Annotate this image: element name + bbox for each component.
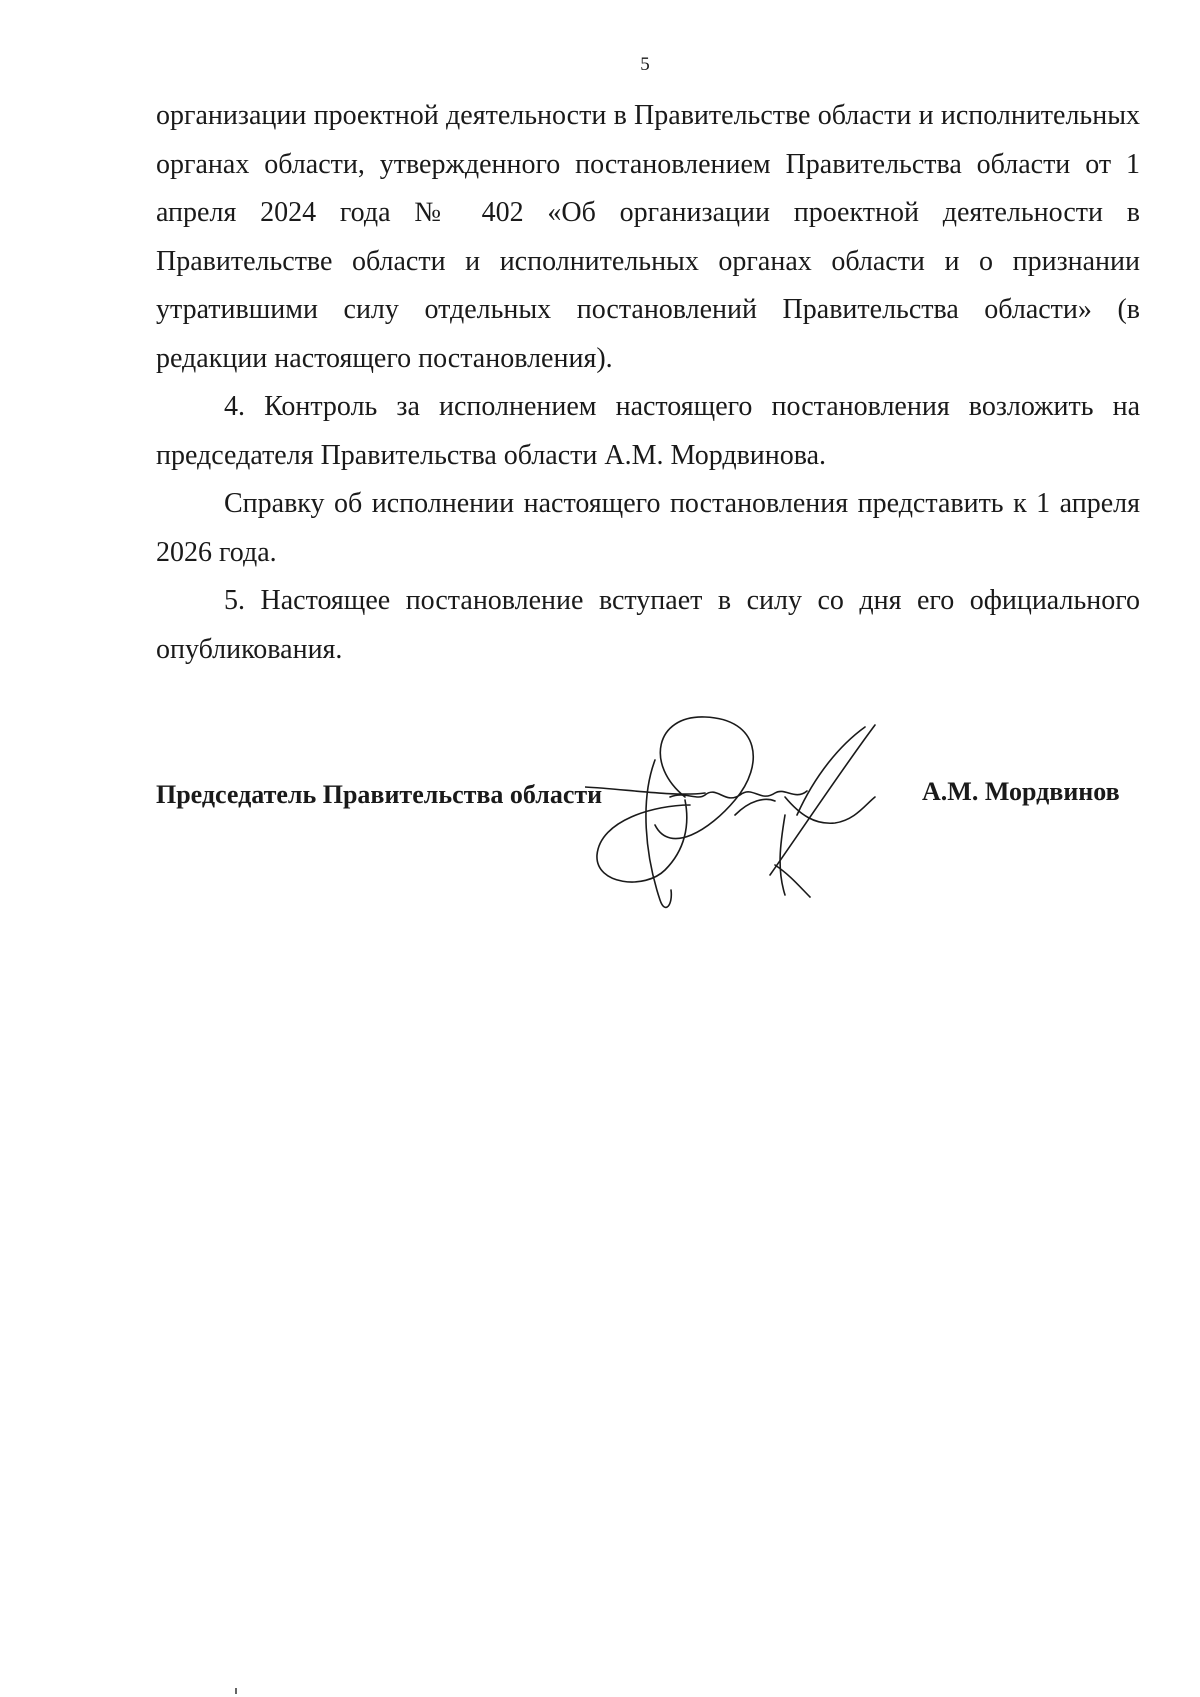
signatory-position: Председатель Правительства области bbox=[156, 780, 603, 809]
scan-artifact bbox=[235, 1688, 237, 1694]
paragraph-report: Справку об исполнении настоящего постановления представить к 1 апреля 2026 года. bbox=[156, 488, 1140, 568]
signatory-name: А.М. Мордвинов bbox=[922, 777, 1120, 806]
paragraph-item-5: 5. Настоящее постановление вступает в силу со дня его официального опубликования. bbox=[156, 585, 1140, 665]
page-number: 5 bbox=[640, 54, 650, 75]
paragraph-continuation: организации проектной деятельности в Правительстве области и исполнительных органах области, утвержденного постановлением Правительства области от 1 апреля 2024 года № 402 «Об организации проектной деятельности в Правительстве области и исполнительных органах области и о признании утратившими силу отдельных постановлений Правительства области» (в редакции настоящего постановления). bbox=[156, 100, 1140, 374]
handwritten-signature bbox=[585, 705, 945, 915]
paragraph-item-4: 4. Контроль за исполнением настоящего постановления возложить на председателя Правительства области А.М. Мордвинова. bbox=[156, 391, 1140, 471]
document-body bbox=[156, 92, 1140, 674]
